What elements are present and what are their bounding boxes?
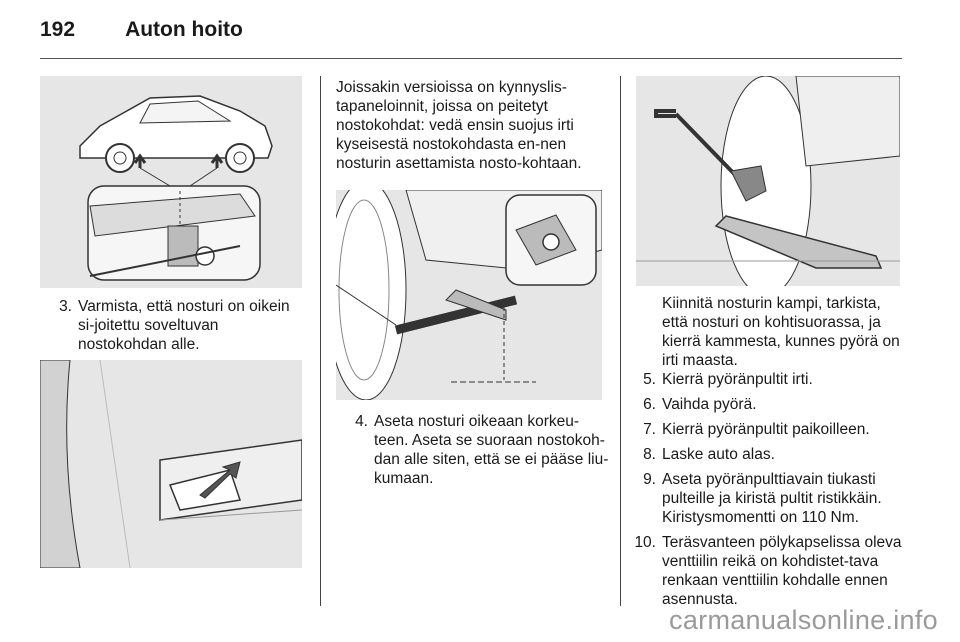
figure-jack-crank bbox=[636, 76, 900, 286]
step-text: Kierrä pyöränpultit irti. bbox=[662, 371, 813, 388]
header-rule bbox=[40, 58, 902, 59]
step-item bbox=[624, 420, 904, 439]
step-number: 8. bbox=[643, 446, 656, 463]
step-number: 4. bbox=[355, 413, 368, 430]
steps-list-column2 bbox=[336, 412, 610, 494]
step-item bbox=[336, 412, 610, 488]
column-divider-2 bbox=[620, 76, 621, 606]
watermark-text: carmanualsonline.info bbox=[669, 605, 938, 635]
step-item bbox=[624, 445, 904, 464]
figure-car-jack-points bbox=[40, 76, 302, 288]
step-number: 7. bbox=[643, 421, 656, 438]
intro-paragraph: Joissakin versioissa on kynnyslis-tapaneloinnit, joissa on peitetyt nostokohdat: vedä ensin suojus irti kyseisestä nostokohdasta en-nen nosturin asettamista nosto-kohtaan. bbox=[336, 79, 582, 172]
car-jack-points-illustration bbox=[40, 76, 302, 288]
step-number: 3. bbox=[59, 298, 72, 315]
step-text: Aseta nosturi oikeaan korkeu-teen. Aseta se suoraan nostokoh-dan alle siten, että se ei pääse liu-kumaan. bbox=[374, 413, 609, 487]
step-item bbox=[624, 395, 904, 414]
step-number: 6. bbox=[643, 396, 656, 413]
step-item bbox=[624, 370, 904, 389]
step-text: Laske auto alas. bbox=[662, 446, 775, 463]
page-number: 192 bbox=[40, 18, 76, 41]
step-text: Aseta pyöränpulttiavain tiukasti pulteille ja kiristä pultit ristikkäin. Kiristysmomentti on 110 Nm. bbox=[662, 471, 882, 526]
jack-crank-illustration bbox=[636, 76, 900, 286]
page-header bbox=[40, 18, 243, 42]
column-divider-1 bbox=[320, 76, 321, 606]
step-text: Teräsvanteen pölykapselissa oleva venttiilin reikä on kohdistet-tava renkaan venttiilin kohdalle ennen asennusta. bbox=[662, 534, 902, 608]
continuation-paragraph: Kiinnitä nosturin kampi, tarkista, että nosturi on kohtisuorassa, ja kierrä kammesta, kunnes pyörä on irti maasta. bbox=[662, 295, 900, 369]
steps-list-column3 bbox=[624, 370, 904, 615]
step-item bbox=[40, 297, 310, 354]
step-item bbox=[624, 470, 904, 527]
figure-jack-placement bbox=[336, 190, 602, 400]
section-title: Auton hoito bbox=[125, 18, 243, 41]
step-text: Kierrä pyöränpultit paikoilleen. bbox=[662, 421, 870, 438]
step-number: 10. bbox=[634, 534, 656, 551]
step-number: 9. bbox=[643, 471, 656, 488]
jack-placement-illustration bbox=[336, 190, 602, 400]
step-text: Varmista, että nosturi on oikein si-joitettu soveltuvan nostokohdan alle. bbox=[78, 298, 290, 353]
step-item bbox=[624, 533, 904, 609]
step-number: 5. bbox=[643, 371, 656, 388]
figure-sill-panel-cover bbox=[40, 360, 302, 568]
sill-panel-cover-illustration bbox=[40, 360, 302, 568]
step-text: Vaihda pyörä. bbox=[662, 396, 757, 413]
steps-list-column1 bbox=[40, 297, 310, 360]
